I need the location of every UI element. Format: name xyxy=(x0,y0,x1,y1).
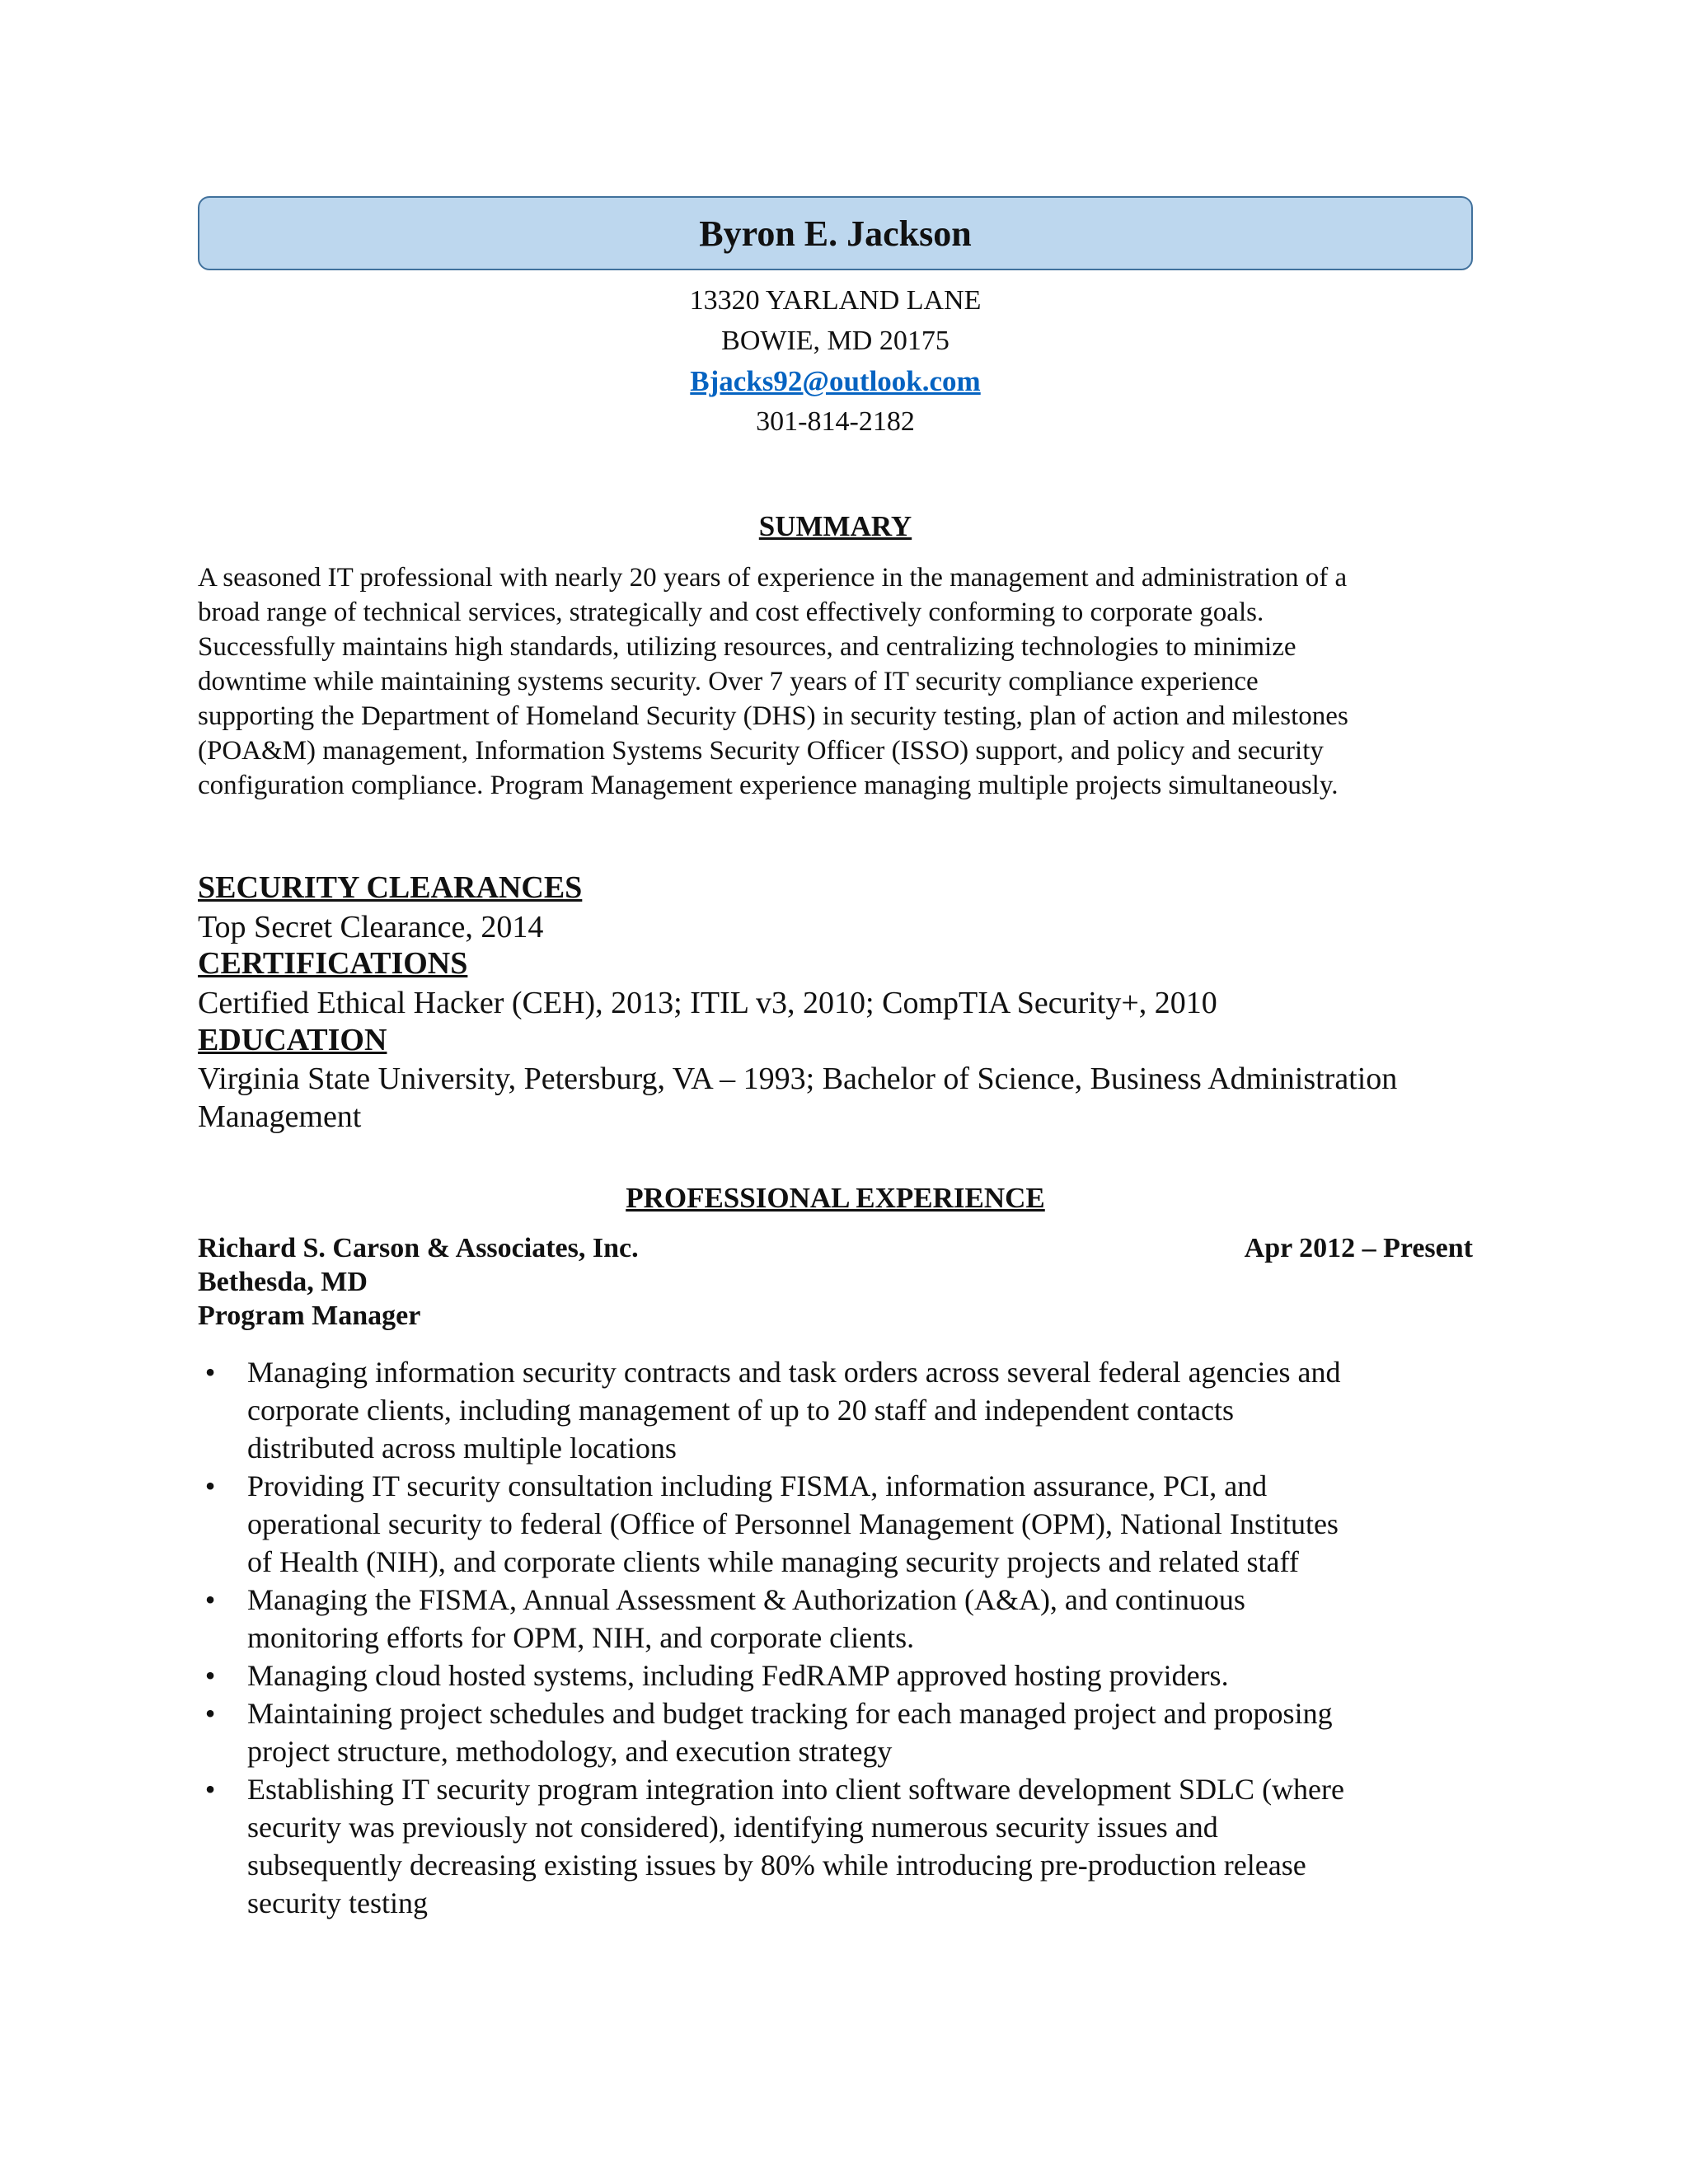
bullet-line: distributed across multiple locations xyxy=(247,1432,677,1465)
job-title: Program Manager xyxy=(198,1301,421,1331)
bullet-icon: • xyxy=(204,1356,216,1389)
bullet-line: Maintaining project schedules and budget tracking for each managed project and proposing xyxy=(247,1697,1333,1730)
bullet-line: operational security to federal (Office of Personnel Management (OPM), National Institutes xyxy=(247,1507,1339,1540)
summary-line: broad range of technical services, strategically and cost effectively conforming to corporate goals. xyxy=(198,598,1264,627)
bullet-icon: • xyxy=(204,1469,216,1502)
list-item xyxy=(198,1657,1484,1694)
certifications-heading: CERTIFICATIONS xyxy=(198,946,468,981)
address-line-2: BOWIE, MD 20175 xyxy=(721,326,950,356)
summary-line: (POA&M) management, Information Systems Security Officer (ISSO) support, and policy and security xyxy=(198,736,1324,766)
email-row xyxy=(198,365,1473,398)
bullet-line: monitoring efforts for OPM, NIH, and corporate clients. xyxy=(247,1621,915,1654)
candidate-name: Byron E. Jackson xyxy=(699,213,972,254)
education-line: Management xyxy=(198,1099,362,1134)
summary-text xyxy=(198,560,1484,803)
security-clearances-text: Top Secret Clearance, 2014 xyxy=(198,910,544,944)
bullet-line: corporate clients, including management of up to 20 staff and independent contacts xyxy=(247,1394,1234,1427)
list-item xyxy=(198,1353,1484,1467)
bullet-line: Managing cloud hosted systems, including FedRAMP approved hosting providers. xyxy=(247,1659,1229,1692)
bullet-line: Providing IT security consultation including FISMA, information assurance, PCI, and xyxy=(247,1469,1268,1502)
bullet-line: Managing information security contracts and task orders across several federal agencies and xyxy=(247,1356,1341,1389)
email-link[interactable]: Bjacks92@outlook.com xyxy=(690,365,981,397)
phone-number: 301-814-2182 xyxy=(756,406,915,437)
bullet-icon: • xyxy=(204,1583,216,1616)
bullet-icon: • xyxy=(204,1773,216,1806)
company-name: Richard S. Carson & Associates, Inc. xyxy=(198,1233,639,1263)
bullet-line: of Health (NIH), and corporate clients while managing security projects and related staff xyxy=(247,1545,1299,1578)
professional-experience-heading: PROFESSIONAL EXPERIENCE xyxy=(626,1182,1045,1214)
bullet-line: Establishing IT security program integration into client software development SDLC (where xyxy=(247,1773,1344,1806)
summary-line: supporting the Department of Homeland Security (DHS) in security testing, plan of action and milestones xyxy=(198,701,1348,731)
bullet-line: security was previously not considered), identifying numerous security issues and xyxy=(247,1811,1218,1844)
education-text xyxy=(198,1060,1484,1136)
summary-line: Successfully maintains high standards, utilizing resources, and centralizing technologies to minimize xyxy=(198,632,1296,662)
summary-line: A seasoned IT professional with nearly 20 years of experience in the management and administration of a xyxy=(198,563,1348,593)
bullet-icon: • xyxy=(204,1697,216,1730)
address-line-1: 13320 YARLAND LANE xyxy=(689,285,982,316)
list-item xyxy=(198,1581,1484,1657)
list-item xyxy=(198,1467,1484,1581)
job-dates: Apr 2012 – Present xyxy=(1244,1233,1473,1263)
education-heading: EDUCATION xyxy=(198,1023,387,1057)
security-clearances-heading: SECURITY CLEARANCES xyxy=(198,870,583,905)
bullet-line: subsequently decreasing existing issues by 80% while introducing pre-production release xyxy=(247,1849,1306,1882)
bullet-line: Managing the FISMA, Annual Assessment & Authorization (A&A), and continuous xyxy=(247,1583,1245,1616)
job-responsibilities xyxy=(198,1353,1484,1922)
bullet-icon: • xyxy=(204,1659,216,1692)
education-line: Virginia State University, Petersburg, VA – 1993; Bachelor of Science, Business Administration xyxy=(198,1062,1398,1096)
job-company-row xyxy=(198,1233,1473,1264)
bullet-line: security testing xyxy=(247,1886,428,1919)
summary-line: configuration compliance. Program Management experience managing multiple projects simultaneously. xyxy=(198,771,1339,800)
summary-heading: SUMMARY xyxy=(758,510,912,542)
job-location: Bethesda, MD xyxy=(198,1267,368,1297)
bullet-line: project structure, methodology, and execution strategy xyxy=(247,1735,893,1768)
certifications-text: Certified Ethical Hacker (CEH), 2013; ITIL v3, 2010; CompTIA Security+, 2010 xyxy=(198,986,1217,1020)
list-item xyxy=(198,1770,1484,1922)
list-item xyxy=(198,1694,1484,1770)
name-banner xyxy=(198,196,1473,270)
summary-line: downtime while maintaining systems security. Over 7 years of IT security compliance experience xyxy=(198,667,1259,696)
